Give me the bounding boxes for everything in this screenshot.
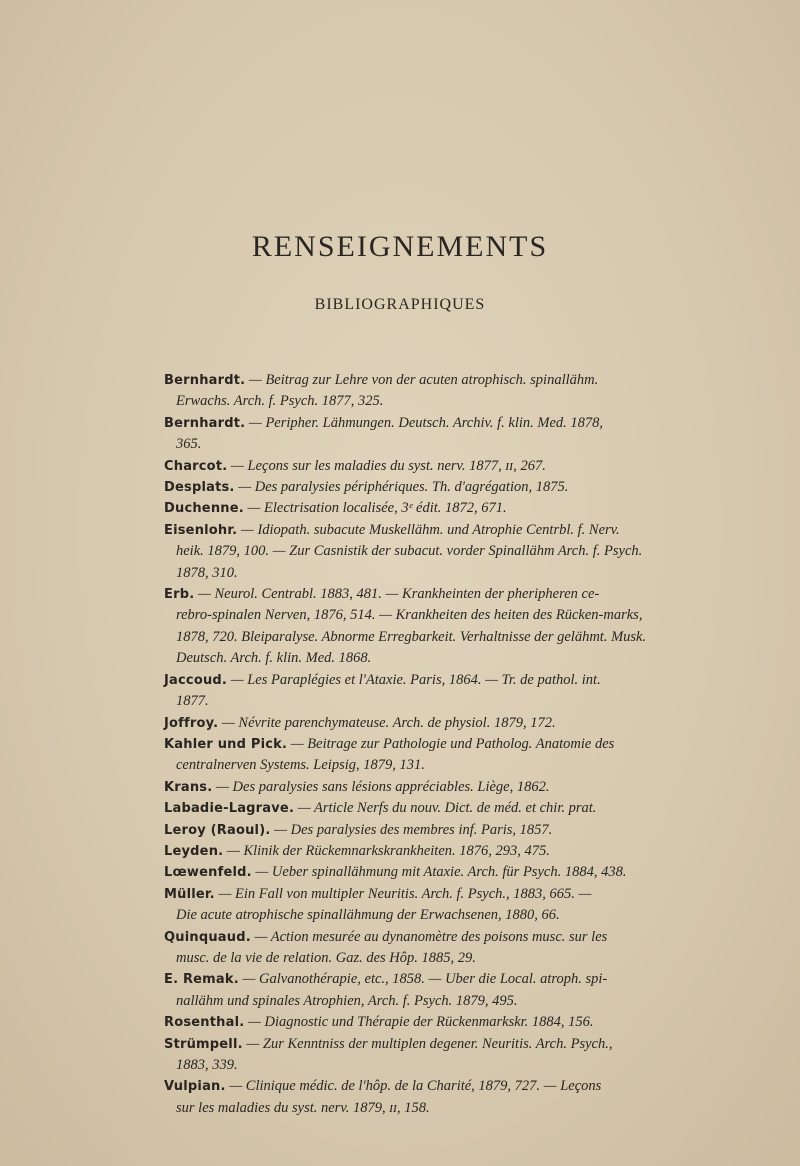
- entry-continuation: Die acute atrophische spinallähmung der Erwachsenen, 1880, 66.: [176, 907, 560, 924]
- entry-reference: — Electrisation localisée, 3ᵉ édit. 1872, 671.: [243, 500, 507, 517]
- entry-reference: — Klinik der Rückemnarkskrankheiten. 1876, 293, 475.: [223, 842, 550, 859]
- entry-reference: — Action mesurée au dynanomètre des poisons musc. sur les: [250, 928, 608, 945]
- entry-author: Leroy (Raoul).: [164, 822, 271, 838]
- entry-reference: — Ein Fall von multipler Neuritis. Arch. f. Psych., 1883, 665. —: [214, 885, 592, 902]
- entry-author: Strümpell.: [164, 1036, 243, 1052]
- bibliography-entry: [164, 734, 654, 777]
- entry-continuation: sur les maladies du syst. nerv. 1879, ɪɪ, 158.: [176, 1099, 430, 1116]
- bibliography-entry: [164, 456, 654, 477]
- entry-author: Kahler und Pick.: [164, 736, 288, 752]
- entry-continuation: rebro-spinalen Nerven, 1876, 514. — Krankheiten des heiten des Rücken-marks, 1878, 720. Bleiparalyse. Abnorme Erregbarkeit. Verhaltnisse der gelähmt. Musk. Deutsch. Arch. f. klin. Med. 1868.: [176, 607, 647, 667]
- bibliography-entry: [164, 841, 654, 862]
- entry-continuation: heik. 1879, 100. — Zur Casnistik der subacut. vorder Spinallähm Arch. f. Psych. 1878, 310.: [176, 543, 643, 581]
- bibliography-entry: [164, 798, 654, 819]
- entry-reference: — Des paralysies sans lésions appréciables. Liège, 1862.: [212, 778, 550, 795]
- bibliography-entry: [164, 820, 654, 841]
- entry-author: Rosenthal.: [164, 1015, 245, 1031]
- bibliography-entry: [164, 498, 654, 519]
- bibliography-entry: [164, 670, 654, 713]
- entry-author: Leyden.: [164, 843, 224, 859]
- entry-author: Labadie-Lagrave.: [164, 801, 295, 817]
- entry-reference: — Diagnostic und Thérapie der Rückenmarkskr. 1884, 156.: [244, 1014, 594, 1031]
- entry-author: Vulpian.: [164, 1079, 226, 1095]
- entry-author: Jaccoud.: [164, 672, 228, 688]
- bibliography-entry: [164, 777, 654, 798]
- entry-continuation: musc. de la vie de relation. Gaz. des Hôp. 1885, 29.: [176, 949, 476, 966]
- entry-author: Charcot.: [164, 458, 228, 474]
- entry-reference: — Des paralysies périphériques. Th. d'agrégation, 1875.: [234, 479, 569, 496]
- entry-author: Eisenlohr.: [164, 522, 238, 538]
- entry-author: Duchenne.: [164, 501, 244, 517]
- entry-reference: — Ueber spinallähmung mit Ataxie. Arch. für Psych. 1884, 438.: [251, 864, 627, 881]
- entry-author: Krans.: [164, 779, 213, 795]
- entry-author: Joffroy.: [164, 715, 219, 731]
- entry-continuation: centralnerven Systems. Leipsig, 1879, 131.: [176, 757, 425, 774]
- entry-author: Quinquaud.: [164, 929, 251, 945]
- entry-reference: — Peripher. Lähmungen. Deutsch. Archiv. f. klin. Med. 1878,: [245, 414, 604, 431]
- entry-reference: — Galvanothérapie, etc., 1858. — Uber die Local. atroph. spi-: [238, 971, 608, 988]
- entry-continuation: 1877.: [176, 693, 209, 710]
- bibliography-entry: [164, 1012, 654, 1033]
- bibliography-entry: [164, 370, 654, 413]
- entry-reference: — Beitrag zur Lehre von der acuten atrophisch. spinallähm.: [245, 372, 599, 388]
- entry-reference: — Neurol. Centrabl. 1883, 481. — Krankheinten der pheripheren ce-: [194, 586, 600, 603]
- entry-author: Lœwenfeld.: [164, 865, 252, 881]
- entry-reference: — Les Paraplégies et l'Ataxie. Paris, 1864. — Tr. de pathol. int.: [227, 671, 601, 688]
- entry-continuation: nallähm und spinales Atrophien, Arch. f. Psych. 1879, 495.: [176, 992, 518, 1009]
- entry-reference: — Beitrage zur Pathologie und Patholog. Anatomie des: [287, 735, 615, 752]
- bibliography-entry: [164, 713, 654, 734]
- bibliography-entry: [164, 520, 654, 584]
- entry-author: E. Remak.: [164, 972, 239, 988]
- bibliography-entry: [164, 884, 654, 927]
- entry-reference: — Leçons sur les maladies du syst. nerv. 1877, ɪɪ, 267.: [227, 457, 546, 474]
- entry-reference: — Zur Kenntniss der multiplen degener. Neuritis. Arch. Psych.,: [242, 1035, 613, 1052]
- bibliography-entry: [164, 1076, 654, 1119]
- bibliography-entry: [164, 862, 654, 883]
- bibliography-entry: [164, 969, 654, 1012]
- bibliography-entry: [164, 584, 654, 670]
- entry-reference: — Clinique médic. de l'hôp. de la Charité, 1879, 727. — Leçons: [225, 1078, 602, 1095]
- entry-author: Müller.: [164, 886, 215, 902]
- bibliography-entry: [164, 477, 654, 498]
- page-title: RENSEIGNEMENTS: [251, 230, 549, 263]
- bibliography-entry: [164, 927, 654, 970]
- entry-author: Bernhardt.: [164, 415, 246, 431]
- entry-author: Desplats.: [164, 480, 235, 496]
- entry-author: Bernhardt.: [164, 373, 246, 388]
- bibliography-entry: [164, 1034, 654, 1077]
- entry-reference: — Névrite parenchymateuse. Arch. de physiol. 1879, 172.: [218, 714, 556, 731]
- bibliography-list: [164, 370, 654, 1119]
- page-subtitle: BIBLIOGRAPHIQUES: [314, 296, 486, 313]
- entry-reference: — Des paralysies des membres inf. Paris, 1857.: [270, 821, 553, 838]
- bibliography-entry: [164, 413, 654, 456]
- entry-continuation: Erwachs. Arch. f. Psych. 1877, 325.: [176, 393, 384, 410]
- entry-continuation: 365.: [176, 436, 202, 453]
- entry-author: Erb.: [164, 587, 195, 603]
- entry-reference: — Idiopath. subacute Muskellähm. und Atrophie Centrbl. f. Nerv.: [237, 521, 620, 538]
- entry-continuation: 1883, 339.: [176, 1057, 238, 1073]
- entry-reference: — Article Nerfs du nouv. Dict. de méd. et chir. prat.: [294, 800, 597, 817]
